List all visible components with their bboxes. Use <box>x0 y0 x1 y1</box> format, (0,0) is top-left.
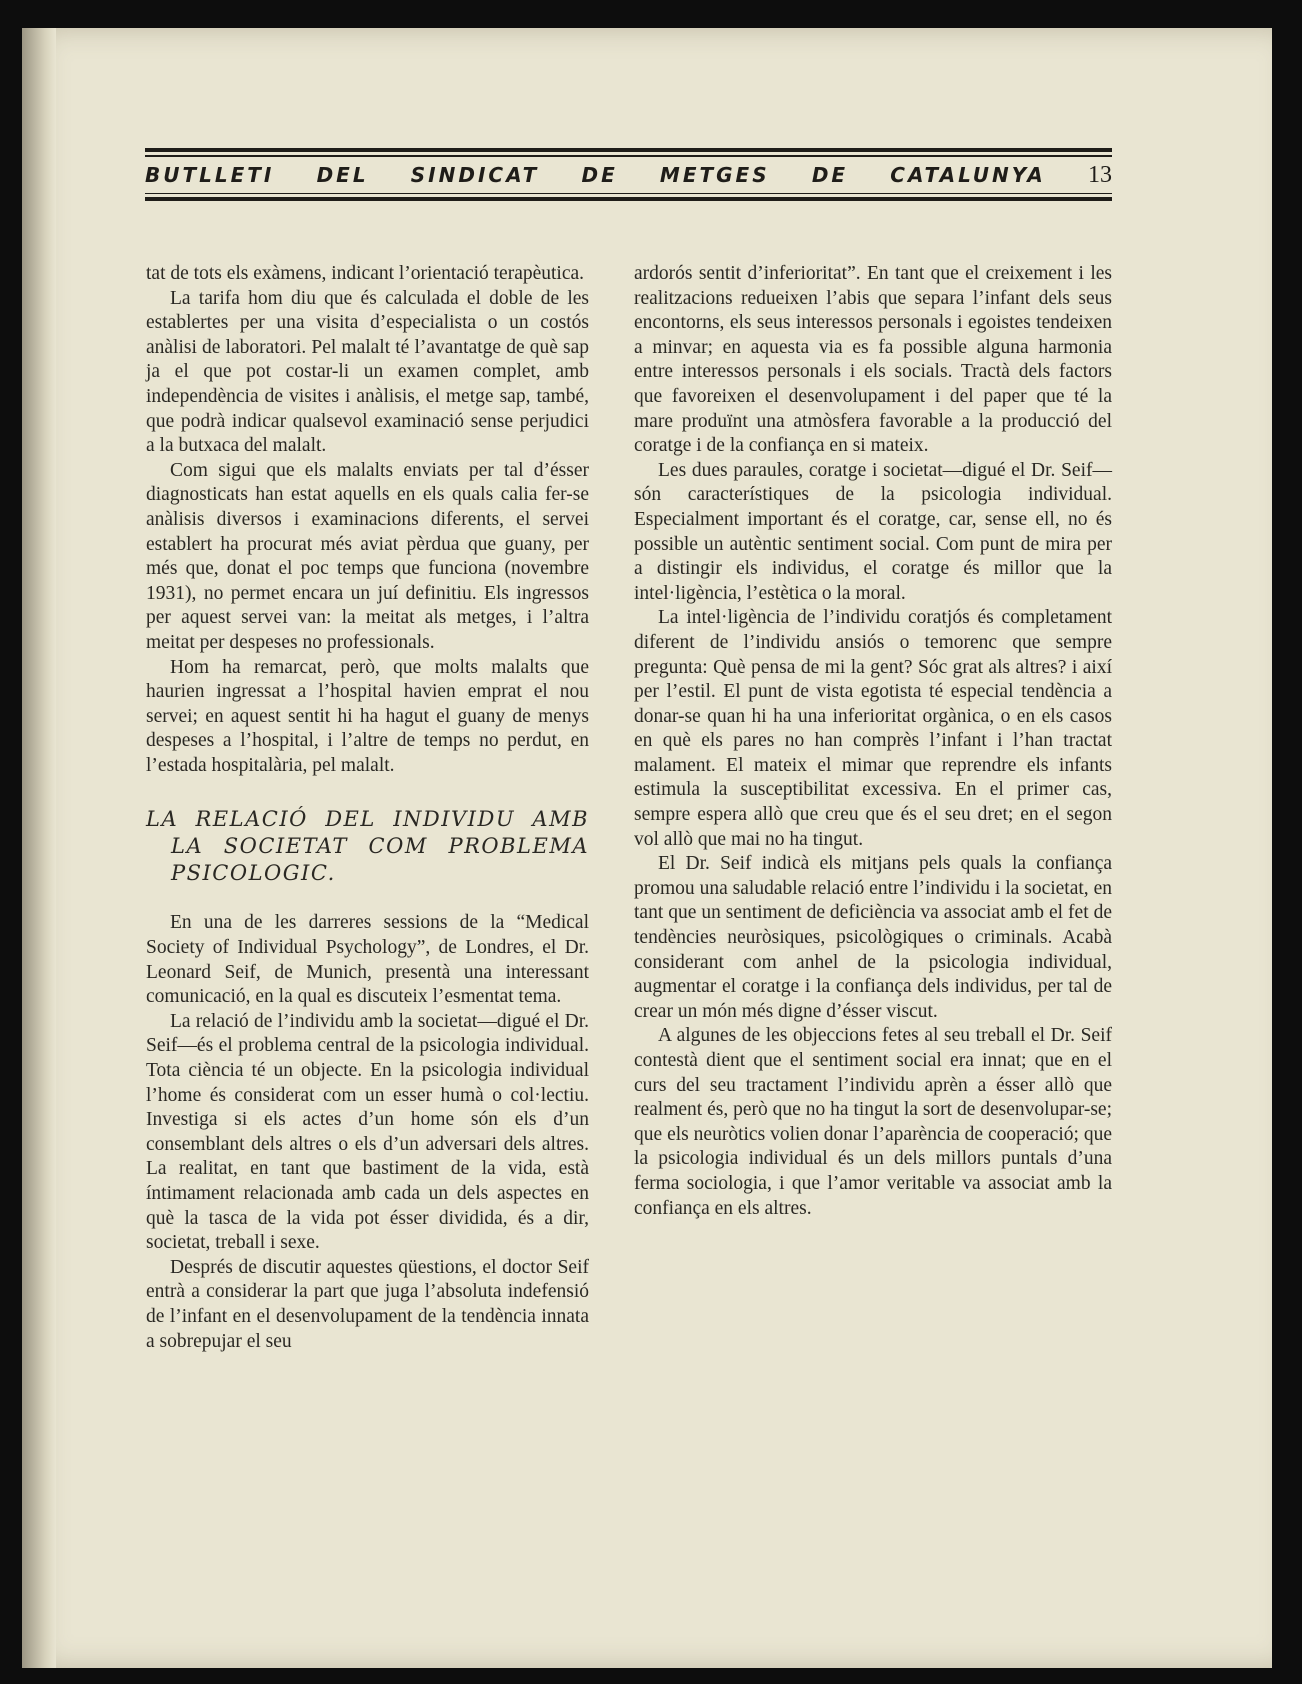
paragraph: La tarifa hom diu que és calculada el doble de les establertes per una visita d’especialista o un costós anàlisi de laboratori. Pel malalt té l’avantatge de què sap ja el que pot costar-li un examen complet, amb independència de visites i anàlisis, el metge sap, també, que podrà indicar qualsevol examinació sense perjudici a la butxaca del malalt. <box>146 287 589 457</box>
journal-page <box>22 28 1272 1668</box>
paragraph: A algunes de les objeccions fetes al seu treball el Dr. Seif contestà dient que el sentiment social era innat; que en el curs del seu tractament l’individu aprèn a ésser allò que realment és, però que no ha tingut la sort de desenvolupar-se; que els neuròtics volien donar l’aparència de cooperació; que la psicologia individual és un dels millors puntals d’una ferma sociologia, i que l’amor veritable va associat amb la confiança en els altres. <box>634 1025 1112 1219</box>
title-word: BUTLLETI <box>145 162 275 187</box>
paragraph: tat de tots els exàmens, indicant l’orientació terapèutica. <box>146 263 585 284</box>
title-word: SINDICAT <box>410 162 540 187</box>
paragraph: En una de les darreres sessions de la “Medical Society of Individual Psychology”, de Londres, el Dr. Leonard Seif, de Munich, presentà una interessant comunicació, en la qual es discuteix l’esmentat tema. <box>146 912 589 1008</box>
title-word: DE <box>581 162 618 187</box>
page-number: 13 <box>1087 161 1112 188</box>
journal-title <box>145 157 1112 193</box>
header-top-rules <box>145 148 1112 157</box>
title-word: DE <box>811 162 849 187</box>
paragraph: Hom ha remarcat, però, que molts malalts que haurien ingressat a l’hospital havien emprat el nou servei; en aquest sentit hi ha hagut el guany de menys despeses a l’hospital, i l’altre de temps no perdut, en l’estada hospitalària, pel malalt. <box>146 656 589 776</box>
header-rule <box>145 148 1112 152</box>
title-word: DEL <box>316 162 369 187</box>
paragraph: La relació de l’individu amb la societat—digué el Dr. Seif—és el problema central de la psicologia individual. Tota ciència té un objecte. En la psicologia individual l’home és considerat com un esser humà o col·lectiu. Investiga si els actes d’un home són els d’un consemblant dels altres o els d’un adversari dels altres. La realitat, en tant que bastiment de la vida, està íntimament relacionada amb cada un dels aspectes en què la tasca de la vida pot ésser dividida, és a dir, societat, treball i sexe. <box>146 1010 589 1254</box>
paragraph: Després de discutir aquestes qüestions, el doctor Seif entrà a considerar la part que juga l’absoluta indefensió de l’infant en el desenvolupament de la tendència innata a sobrepujar el seu <box>146 1256 589 1352</box>
paragraph: Les dues paraules, coratge i societat—digué el Dr. Seif—són característiques de la psicologia individual. Especialment important és el coratge, car, sense ell, no és possible un autèntic sentiment social. Com punt de mira per a distingir els individus, el coratge és millor que la intel·ligència, l’estètica o la moral. <box>634 459 1112 604</box>
header-rule <box>145 193 1112 195</box>
left-column <box>146 262 589 1354</box>
binding-shadow <box>22 28 56 1668</box>
title-word: METGES <box>659 162 770 187</box>
right-column <box>634 262 1112 1221</box>
paragraph: ardorós sentit d’inferioritat”. En tant que el creixement i les realitzacions redueixen l’abis que separa l’infant dels seus encontorns, els seus interessos personals i egoistes tendeixen a minvar; en aquesta via es fa possible alguna harmonia entre interessos personals i els socials. Tractà dels factors que favoreixen el desenvolupament i del paper que té la mare produïnt una atmòsfera favorable a la producció del coratge i de la confiança en si mateix. <box>634 263 1112 457</box>
header-bottom-rules <box>145 193 1112 202</box>
paragraph: El Dr. Seif indicà els mitjans pels quals la confiança promou una saludable relació entre l’individu i la societat, en tant que un sentiment de deficiència va associat amb el fet de tendències neuròsiques, psicològiques o criminals. Acabà considerant com anhel de la psicologia individual, augmentar el coratge i la confiança dels individus, per tal de crear un món més digne d’ésser viscut. <box>634 853 1112 1022</box>
section-heading: LA RELACIÓ DEL INDIVIDU AMB LA SOCIETAT COM PROBLEMA PSICOLOGIC. <box>146 807 589 886</box>
paragraph: Com sigui que els malalts enviats per tal d’ésser diagnosticats han estat aquells en els quals calia fer-se anàlisis diversos i examinacions diferents, el servei establert ha procurat més aviat pèrdua que guany, per més que, donat el poc temps que funciona (novembre 1931), no permet encara un juí definitiu. Els ingressos per aquest servei van: la meitat als metges, i l’altra meitat per despeses no professionals. <box>146 459 589 653</box>
title-word: CATALUNYA <box>890 162 1046 187</box>
running-header <box>145 148 1112 201</box>
paragraph: La intel·ligència de l’individu coratjós és completament diferent de l’individu ansiós o temorenc que sempre pregunta: Què pensa de mi la gent? Sóc grat als altres? i així per l’estil. El punt de vista egotista té especial tendència a donar-se quan hi ha una inferioritat orgànica, o en els casos en què els pares no han comprès l’infant i l’han tractat malament. El mateix el mimar que reprendre els infants estimula la susceptibilitat excessiva. En el primer cas, sempre espera allò que creu que és el seu dret; en el segon vol allò que mai no ha tingut. <box>634 607 1112 850</box>
header-rule <box>145 197 1112 201</box>
